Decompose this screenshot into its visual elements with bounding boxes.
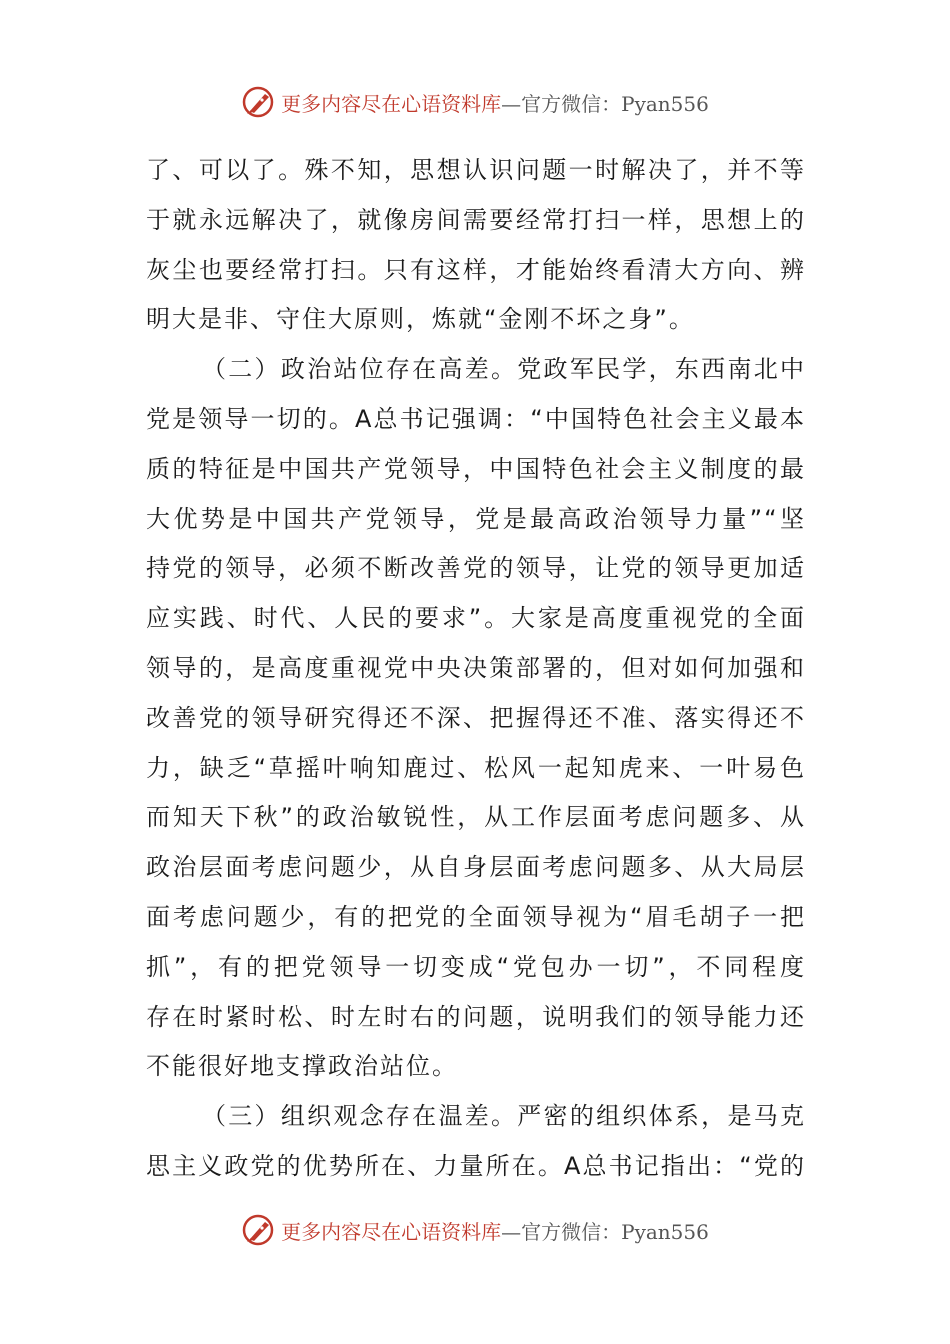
text-line: 党是领导一切的。A总书记强调：“中国特色社会主义最本: [146, 404, 806, 433]
document-body: [146, 146, 806, 1192]
footer-watermark: [0, 1210, 950, 1250]
text-line: 思主义政党的优势所在、力量所在。A总书记指出：“党的: [146, 1151, 806, 1180]
header-watermark: [0, 82, 950, 122]
pen-nib-circle-icon: [241, 1212, 277, 1248]
text-line: 改善党的领导研究得还不深、把握得还不准、落实得还不: [146, 703, 806, 732]
text-line: 灰尘也要经常打扫。只有这样，才能始终看清大方向、辨: [146, 255, 806, 284]
text-line: 持党的领导，必须不断改善党的领导，让党的领导更加适: [146, 554, 806, 583]
text-line: 政治层面考虑问题少，从自身层面考虑问题多、从大局层: [146, 853, 806, 882]
watermark-text: 更多内容尽在心语资料库—官方微信：Pyan556: [281, 1219, 709, 1244]
watermark-text: 更多内容尽在心语资料库—官方微信：Pyan556: [281, 91, 709, 116]
text-line: 大优势是中国共产党领导，党是最高政治领导力量”“坚: [146, 504, 806, 533]
text-line: 抓”，有的把党领导一切变成“党包办一切”，不同程度: [146, 952, 806, 981]
text-line: 应实践、时代、人民的要求”。大家是高度重视党的全面: [146, 604, 806, 633]
pen-nib-circle-icon: [241, 84, 277, 120]
text-line: 于就永远解决了，就像房间需要经常打扫一样，思想上的: [146, 205, 806, 234]
text-line: 力，缺乏“草摇叶响知鹿过、松风一起知虎来、一叶易色: [146, 753, 806, 782]
text-line: 不能很好地支撑政治站位。: [146, 1052, 458, 1081]
text-line: 了、可以了。殊不知，思想认识问题一时解决了，并不等: [146, 156, 806, 184]
text-line: （三）组织观念存在温差。严密的组织体系，是马克: [202, 1102, 806, 1131]
text-line: 明大是非、守住大原则，炼就“金刚不坏之身”。: [146, 305, 695, 334]
text-line: 质的特征是中国共产党领导，中国特色社会主义制度的最: [146, 454, 806, 483]
text-line: 领导的，是高度重视党中央决策部署的，但对如何加强和: [146, 653, 806, 682]
text-line: （二）政治站位存在高差。党政军民学，东西南北中: [202, 355, 806, 384]
text-line: 存在时紧时松、时左时右的问题，说明我们的领导能力还: [146, 1002, 806, 1031]
text-line: 面考虑问题少，有的把党的全面领导视为“眉毛胡子一把: [146, 902, 806, 931]
text-line: 而知天下秋”的政治敏锐性，从工作层面考虑问题多、从: [146, 803, 806, 832]
